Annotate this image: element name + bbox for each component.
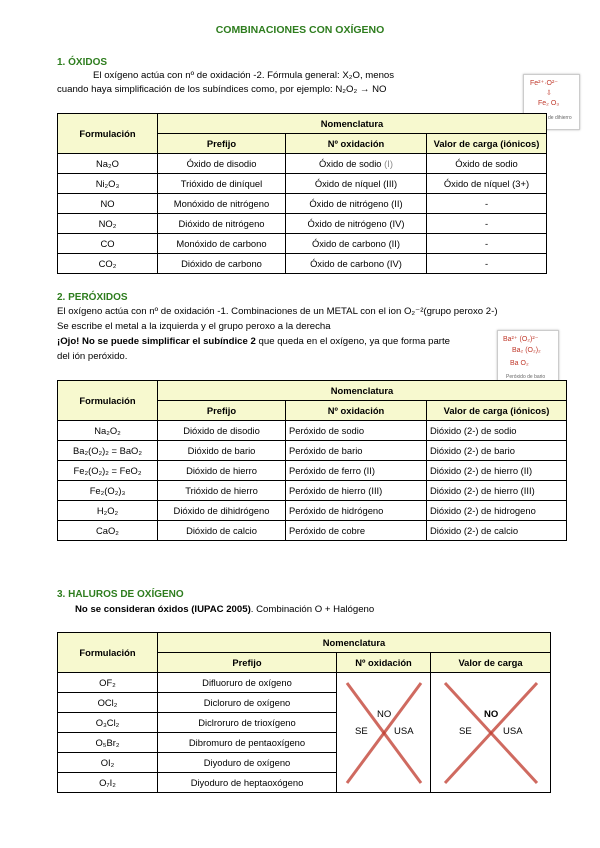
cell-prefijo: Monóxido de nitrógeno bbox=[158, 194, 286, 214]
table-row bbox=[58, 234, 547, 254]
col-formulacion: Formulación bbox=[58, 633, 158, 673]
oxidos-line-1: El oxígeno actúa con nº de oxidación -2. Fórmula general: X₂O, menos bbox=[93, 70, 395, 81]
cell-prefijo: Óxido de disodio bbox=[158, 154, 286, 174]
cell-n-oxidacion: Óxido de nitrógeno (IV) bbox=[286, 214, 427, 234]
oxidos-line-2: cuando haya simplificación de los subíndices como, por ejemplo: N₂O₂ → NO bbox=[57, 84, 387, 95]
cross-label-usa: USA bbox=[394, 726, 414, 737]
cell-n-oxidacion: Óxido de níquel (III) bbox=[286, 174, 427, 194]
col-nomenclatura: Nomenclatura bbox=[158, 633, 551, 653]
table-row bbox=[58, 421, 567, 441]
section-haluros-heading: 3. HALUROS DE OXÍGENO bbox=[57, 589, 184, 600]
cell-formula: H₂O₂ bbox=[58, 501, 158, 521]
cell-formula: O₅Br₂ bbox=[58, 733, 158, 753]
cell-prefijo: Dióxido de disodio bbox=[158, 421, 286, 441]
cell-prefijo: Dibromuro de pentaoxígeno bbox=[158, 733, 337, 753]
cell-valor-carga: Dióxido (2-) de sodio bbox=[427, 421, 567, 441]
cross-out-x-icon bbox=[337, 673, 431, 793]
haluros-line-1-c: . Combinación O + Halógeno bbox=[250, 604, 375, 615]
col-nomenclatura: Nomenclatura bbox=[158, 381, 567, 401]
col-prefijo: Prefijo bbox=[158, 134, 286, 154]
table-row bbox=[58, 501, 567, 521]
oxidos-table bbox=[57, 113, 547, 274]
col-valor-carga: Valor de carga (iónicos) bbox=[427, 401, 567, 421]
cell-valor-carga: Dióxido (2-) de calcio bbox=[427, 521, 567, 541]
col-nomenclatura: Nomenclatura bbox=[158, 114, 547, 134]
table-row bbox=[58, 154, 547, 174]
table-row bbox=[58, 194, 547, 214]
peroxidos-line-2: Se escribe el metal a la izquierda y el grupo peroxo a la derecha bbox=[57, 321, 331, 332]
table-row bbox=[58, 521, 567, 541]
cell-prefijo: Dióxido de nitrógeno bbox=[158, 214, 286, 234]
cell-formula: Na₂O₂ bbox=[58, 421, 158, 441]
cell-formula: Fe₂(O₂)₃ bbox=[58, 481, 158, 501]
cell-formula: O₃Cl₂ bbox=[58, 713, 158, 733]
down-arrow-icon: ⇩ bbox=[546, 90, 552, 97]
cell-prefijo: Dióxido de calcio bbox=[158, 521, 286, 541]
peroxidos-header-row bbox=[58, 381, 567, 401]
cell-formula: NO bbox=[58, 194, 158, 214]
cell-prefijo: Diyoduro de heptaoxógeno bbox=[158, 773, 337, 793]
haluros-line-1 bbox=[57, 603, 374, 617]
peroxidos-table bbox=[57, 380, 567, 541]
cross-label-no: NO bbox=[377, 709, 392, 720]
cell-n-oxidacion: Peróxido de hierro (III) bbox=[286, 481, 427, 501]
cell-prefijo: Diyoduro de oxígeno bbox=[158, 753, 337, 773]
peroxidos-line-4: del ión peróxido. bbox=[57, 351, 128, 362]
cell-n-oxidacion bbox=[286, 154, 427, 174]
cell-n-oxidacion: Peróxido de cobre bbox=[286, 521, 427, 541]
cell-prefijo: Trióxido de hierro bbox=[158, 481, 286, 501]
cell-valor-carga: - bbox=[427, 214, 547, 234]
cell-n-oxidacion: Peróxido de ferro (II) bbox=[286, 461, 427, 481]
n-oxidacion-crossed-out bbox=[337, 673, 431, 793]
cell-valor-carga: - bbox=[427, 254, 547, 274]
col-prefijo: Prefijo bbox=[158, 653, 337, 673]
section-oxidos-heading: 1. ÓXIDOS bbox=[57, 57, 108, 68]
cell-formula: OCl₂ bbox=[58, 693, 158, 713]
haluros-text bbox=[57, 603, 374, 617]
cell-prefijo: Diclroruro de trioxígeno bbox=[158, 713, 337, 733]
cell-n-oxidacion-extra: (I) bbox=[384, 158, 393, 169]
section-peroxidos-heading: 2. PERÓXIDOS bbox=[57, 292, 128, 303]
cell-formula: CO₂ bbox=[58, 254, 158, 274]
cell-prefijo: Dióxido de carbono bbox=[158, 254, 286, 274]
table-row bbox=[58, 461, 567, 481]
haluros-table bbox=[57, 632, 551, 793]
cell-n-oxidacion: Peróxido de sodio bbox=[286, 421, 427, 441]
cell-valor-carga: Óxido de sodio bbox=[427, 154, 547, 174]
col-n-oxidacion: Nº oxidación bbox=[337, 653, 431, 673]
table-row bbox=[58, 673, 551, 693]
haluros-header-row bbox=[58, 633, 551, 653]
thumb-caption: Trióxido de dihierro bbox=[529, 115, 572, 121]
cell-valor-carga: - bbox=[427, 234, 547, 254]
cell-prefijo: Dióxido de dihidrógeno bbox=[158, 501, 286, 521]
oxidos-text bbox=[57, 69, 394, 97]
cell-prefijo: Dióxido de bario bbox=[158, 441, 286, 461]
col-n-oxidacion: Nº oxidación bbox=[286, 134, 427, 154]
cell-valor-carga: Dióxido (2-) de bario bbox=[427, 441, 567, 461]
cell-formula: O₇I₂ bbox=[58, 773, 158, 793]
cell-formula: CO bbox=[58, 234, 158, 254]
cell-formula: OF₂ bbox=[58, 673, 158, 693]
cell-prefijo: Monóxido de carbono bbox=[158, 234, 286, 254]
thumb-formula: Ba₂ (O₂)₂ bbox=[512, 347, 541, 354]
cell-n-oxidacion-text: Óxido de sodio bbox=[318, 158, 382, 169]
cell-formula: Fe₂(O₂)₂ = FeO₂ bbox=[58, 461, 158, 481]
page-title: COMBINACIONES CON OXÍGENO bbox=[215, 24, 385, 36]
cell-n-oxidacion: Óxido de carbono (IV) bbox=[286, 254, 427, 274]
cell-formula: CaO₂ bbox=[58, 521, 158, 541]
oxidos-header-row bbox=[58, 114, 547, 134]
cell-n-oxidacion: Peróxido de hidrógeno bbox=[286, 501, 427, 521]
peroxidos-line-3 bbox=[57, 334, 498, 349]
cell-formula: Na₂O bbox=[58, 154, 158, 174]
thumb-formula: Fe₂ O₃ bbox=[538, 100, 560, 107]
cell-valor-carga: Dióxido (2-) de hierro (III) bbox=[427, 481, 567, 501]
haluros-line-1-a: No se consideran bbox=[75, 604, 158, 615]
cell-formula: OI₂ bbox=[58, 753, 158, 773]
peroxidos-warning: ¡Ojo! No se puede simplificar el subíndice 2 bbox=[57, 336, 256, 347]
cell-valor-carga: Dióxido (2-) de hierro (II) bbox=[427, 461, 567, 481]
cell-prefijo: Trióxido de diníquel bbox=[158, 174, 286, 194]
table-row bbox=[58, 441, 567, 461]
thumb-ions: Ba²⁺ (O₂)²⁻ bbox=[503, 336, 539, 343]
thumb-caption: Peróxido de bario bbox=[506, 374, 546, 380]
cell-formula: Ba₂(O₂)₂ = BaO₂ bbox=[58, 441, 158, 461]
table-row bbox=[58, 254, 547, 274]
cell-prefijo: Difluoruro de oxígeno bbox=[158, 673, 337, 693]
table-row bbox=[58, 174, 547, 194]
cell-prefijo: Dióxido de hierro bbox=[158, 461, 286, 481]
valor-carga-crossed-out bbox=[431, 673, 551, 793]
cell-n-oxidacion: Óxido de nitrógeno (II) bbox=[286, 194, 427, 214]
cross-label-se: SE bbox=[355, 726, 368, 737]
col-n-oxidacion: Nº oxidación bbox=[286, 401, 427, 421]
thumb-simplified: Ba O₂ bbox=[510, 360, 529, 367]
table-row bbox=[58, 214, 547, 234]
cell-prefijo: Dicloruro de oxígeno bbox=[158, 693, 337, 713]
cross-label-usa: USA bbox=[503, 726, 523, 737]
cell-formula: Ni₂O₃ bbox=[58, 174, 158, 194]
cross-label-se: SE bbox=[459, 726, 472, 737]
cross-label-no: NO bbox=[484, 709, 499, 720]
thumb-ions: Fe²⁺·O²⁻ bbox=[530, 80, 558, 87]
col-valor-carga: Valor de carga (iónicos) bbox=[427, 134, 547, 154]
cell-valor-carga: Dióxido (2-) de hidrogeno bbox=[427, 501, 567, 521]
cell-valor-carga: - bbox=[427, 194, 547, 214]
cell-n-oxidacion: Peróxido de bario bbox=[286, 441, 427, 461]
peroxidos-line-3-rest: que queda en el oxígeno, ya que forma parte bbox=[255, 336, 451, 347]
col-valor-carga: Valor de carga bbox=[431, 653, 551, 673]
cell-n-oxidacion: Óxido de carbono (II) bbox=[286, 234, 427, 254]
cell-formula: NO₂ bbox=[58, 214, 158, 234]
col-prefijo: Prefijo bbox=[158, 401, 286, 421]
peroxidos-text bbox=[57, 304, 498, 364]
col-formulacion: Formulación bbox=[58, 381, 158, 421]
col-formulacion: Formulación bbox=[58, 114, 158, 154]
haluros-line-1-b: óxidos (IUPAC 2005) bbox=[157, 604, 251, 615]
cell-valor-carga: Óxido de níquel (3+) bbox=[427, 174, 547, 194]
peroxidos-line-1: El oxígeno actúa con nº de oxidación -1. Combinaciones de un METAL con el ion O₂⁻²(grupo peroxo 2-) bbox=[57, 306, 498, 317]
table-row bbox=[58, 481, 567, 501]
cross-out-x-icon bbox=[431, 673, 551, 793]
